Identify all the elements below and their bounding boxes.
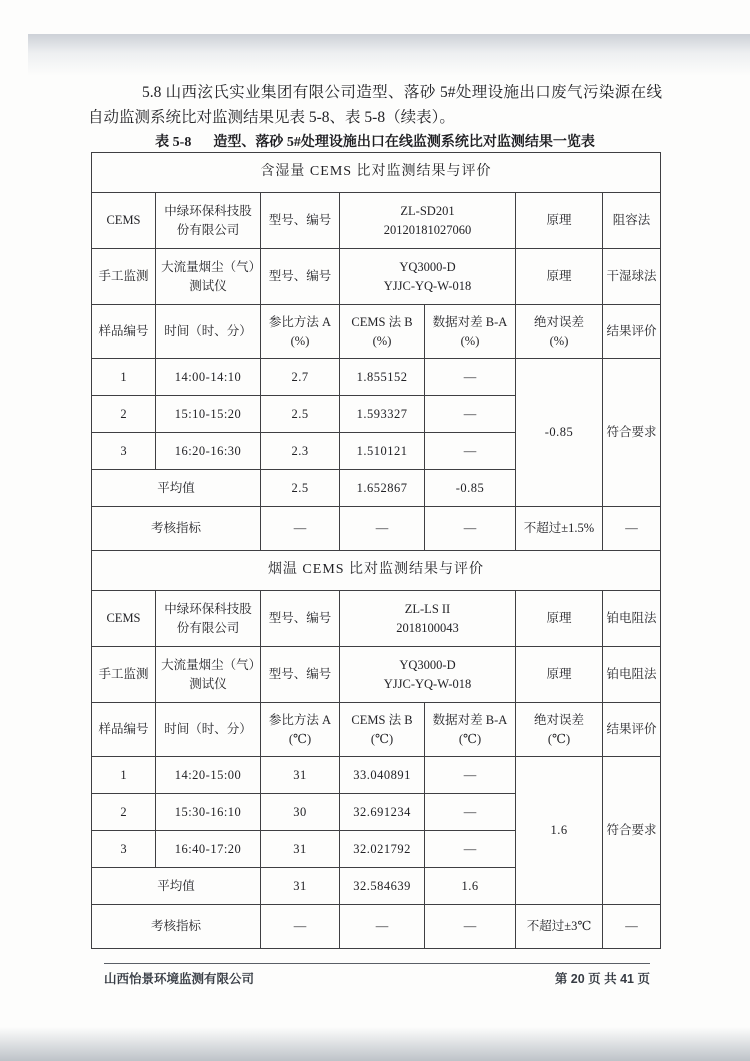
cell-diff-value: 1.6 [425,868,516,905]
cell-ref-value: 31 [261,868,340,905]
cell-diff-value: — [425,396,516,433]
col-header-cems-label: CEMS 法 B [351,314,413,329]
col-header-cems-label: CEMS 法 B [351,712,413,727]
cell-diff-value: — [425,359,516,396]
scan-edge-top [28,34,750,76]
col-header-ref [261,703,340,757]
cell-time: 16:40-17:20 [156,831,261,868]
col-header-diff-label: 数据对差 B-A [432,712,508,727]
cell-ref-value: 31 [261,831,340,868]
cell-time: 15:10-15:20 [156,396,261,433]
cell-ref-value: 2.5 [261,396,340,433]
cell-cems-value: 1.510121 [340,433,425,470]
col-header-sample: 样品编号 [92,703,156,757]
cell-diff-value: — [425,433,516,470]
scan-edge-bottom [0,1027,750,1061]
cell-principle-label: 原理 [516,193,603,249]
col-header-diff [425,305,516,359]
cell-eval-value: — [603,905,661,949]
cell-diff-value: — [425,757,516,794]
cell-role: CEMS [92,193,156,249]
cell-evaluation: 符合要求 [603,757,661,905]
col-header-time: 时间（时、分） [156,703,261,757]
col-header-diff-unit: (℃) [458,731,482,746]
cell-sample-no: 3 [92,831,156,868]
assessment-row [92,507,661,551]
cell-model-serial [340,647,516,703]
column-header-row [92,703,661,757]
cell-model-label: 型号、编号 [261,193,340,249]
instrument-row [92,591,661,647]
sample-row [92,757,661,794]
table-caption-title: 造型、落砂 5#处理设施出口在线监测系统比对监测结果一览表 [213,135,595,150]
cell-average-label: 平均值 [92,868,261,905]
cell-eval-value: — [603,507,661,551]
cell-abs-error: 1.6 [516,757,603,905]
serial-number: YJJC-YQ-W-018 [383,278,472,293]
cell-time: 15:30-16:10 [156,794,261,831]
col-header-ref-unit: (℃) [288,731,312,746]
cell-cems-value: 1.855152 [340,359,425,396]
cell-abs-limit: 不超过±3℃ [516,905,603,949]
table-caption [88,131,662,151]
col-header-sample: 样品编号 [92,305,156,359]
cell-principle: 干湿球法 [603,249,661,305]
cell-cems-value: 32.021792 [340,831,425,868]
col-header-abs-label: 绝对误差 [533,314,584,329]
cell-abs-error: -0.85 [516,359,603,507]
cell-principle: 阻容法 [603,193,661,249]
instrument-row [92,193,661,249]
cell-evaluation: 符合要求 [603,359,661,507]
col-header-ref-unit: (%) [290,333,310,348]
cell-cems-value: — [340,507,425,551]
footer-company: 山西怡景环境监测有限公司 [104,972,255,986]
col-header-abs [516,305,603,359]
col-header-diff-unit: (%) [460,333,480,348]
comparison-table [91,152,661,949]
serial-number: 20120181027060 [383,222,472,237]
model-number: ZL-LS II [404,601,451,616]
cell-diff-value: -0.85 [425,470,516,507]
cell-principle-label: 原理 [516,591,603,647]
cell-ref-value: — [261,905,340,949]
cell-role: 手工监测 [92,249,156,305]
intro-paragraph: 5.8 山西泫氏实业集团有限公司造型、落砂 5#处理设施出口废气污染源在线自动监测系统比对监测结果见表 5-8、表 5-8（续表）。 [88,84,662,126]
cell-ref-value: 30 [261,794,340,831]
cell-ref-value: 31 [261,757,340,794]
model-number: YQ3000-D [399,259,456,274]
cell-model-label: 型号、编号 [261,591,340,647]
section-row [92,153,661,193]
cell-average-label: 平均值 [92,470,261,507]
section-title: 烟温 CEMS 比对监测结果与评价 [92,551,661,591]
cell-principle-label: 原理 [516,647,603,703]
cell-model-label: 型号、编号 [261,647,340,703]
model-number: YQ3000-D [399,657,456,672]
cell-sample-no: 1 [92,359,156,396]
col-header-cems [340,703,425,757]
cell-time: 16:20-16:30 [156,433,261,470]
cell-principle: 铂电阻法 [603,591,661,647]
page-footer [104,963,650,987]
col-header-diff-label: 数据对差 B-A [432,314,508,329]
cell-model-label: 型号、编号 [261,249,340,305]
cell-abs-limit: 不超过±1.5% [516,507,603,551]
column-header-row [92,305,661,359]
serial-number: YJJC-YQ-W-018 [383,676,472,691]
col-header-abs-label: 绝对误差 [533,712,584,727]
col-header-abs-unit: (℃) [547,731,571,746]
cell-device: 中绿环保科技股份有限公司 [156,193,261,249]
cell-device: 大流量烟尘（气）测试仪 [156,249,261,305]
cell-cems-value: 1.652867 [340,470,425,507]
cell-assessment-label: 考核指标 [92,905,261,949]
cell-sample-no: 3 [92,433,156,470]
section-title: 含湿量 CEMS 比对监测结果与评价 [92,153,661,193]
cell-sample-no: 2 [92,396,156,433]
col-header-diff [425,703,516,757]
cell-cems-value: 33.040891 [340,757,425,794]
cell-assessment-label: 考核指标 [92,507,261,551]
instrument-row [92,647,661,703]
cell-role: 手工监测 [92,647,156,703]
col-header-ref [261,305,340,359]
serial-number: 2018100043 [396,620,459,635]
cell-principle-label: 原理 [516,249,603,305]
cell-cems-value: 32.584639 [340,868,425,905]
cell-ref-value: 2.7 [261,359,340,396]
sample-row [92,359,661,396]
cell-model-serial [340,193,516,249]
col-header-cems [340,305,425,359]
cell-time: 14:20-15:00 [156,757,261,794]
cell-sample-no: 2 [92,794,156,831]
cell-diff-value: — [425,905,516,949]
cell-cems-value: — [340,905,425,949]
cell-ref-value: — [261,507,340,551]
cell-time: 14:00-14:10 [156,359,261,396]
cell-cems-value: 1.593327 [340,396,425,433]
cell-diff-value: — [425,831,516,868]
cell-model-serial [340,249,516,305]
cell-model-serial [340,591,516,647]
cell-ref-value: 2.5 [261,470,340,507]
cell-diff-value: — [425,507,516,551]
cell-device: 中绿环保科技股份有限公司 [156,591,261,647]
cell-sample-no: 1 [92,757,156,794]
col-header-eval: 结果评价 [603,305,661,359]
cell-diff-value: — [425,794,516,831]
col-header-cems-unit: (℃) [370,731,394,746]
assessment-row [92,905,661,949]
footer-page-number: 第 20 页 共 41 页 [554,972,650,986]
cell-ref-value: 2.3 [261,433,340,470]
col-header-time: 时间（时、分） [156,305,261,359]
cell-cems-value: 32.691234 [340,794,425,831]
cell-device: 大流量烟尘（气）测试仪 [156,647,261,703]
table-caption-label: 表 5-8 [155,135,192,150]
col-header-abs-unit: (%) [549,333,569,348]
col-header-cems-unit: (%) [372,333,392,348]
col-header-ref-label: 参比方法 A [268,314,332,329]
model-number: ZL-SD201 [400,203,455,218]
cell-role: CEMS [92,591,156,647]
section-row [92,551,661,591]
col-header-abs [516,703,603,757]
instrument-row [92,249,661,305]
col-header-ref-label: 参比方法 A [268,712,332,727]
col-header-eval: 结果评价 [603,703,661,757]
cell-principle: 铂电阻法 [603,647,661,703]
